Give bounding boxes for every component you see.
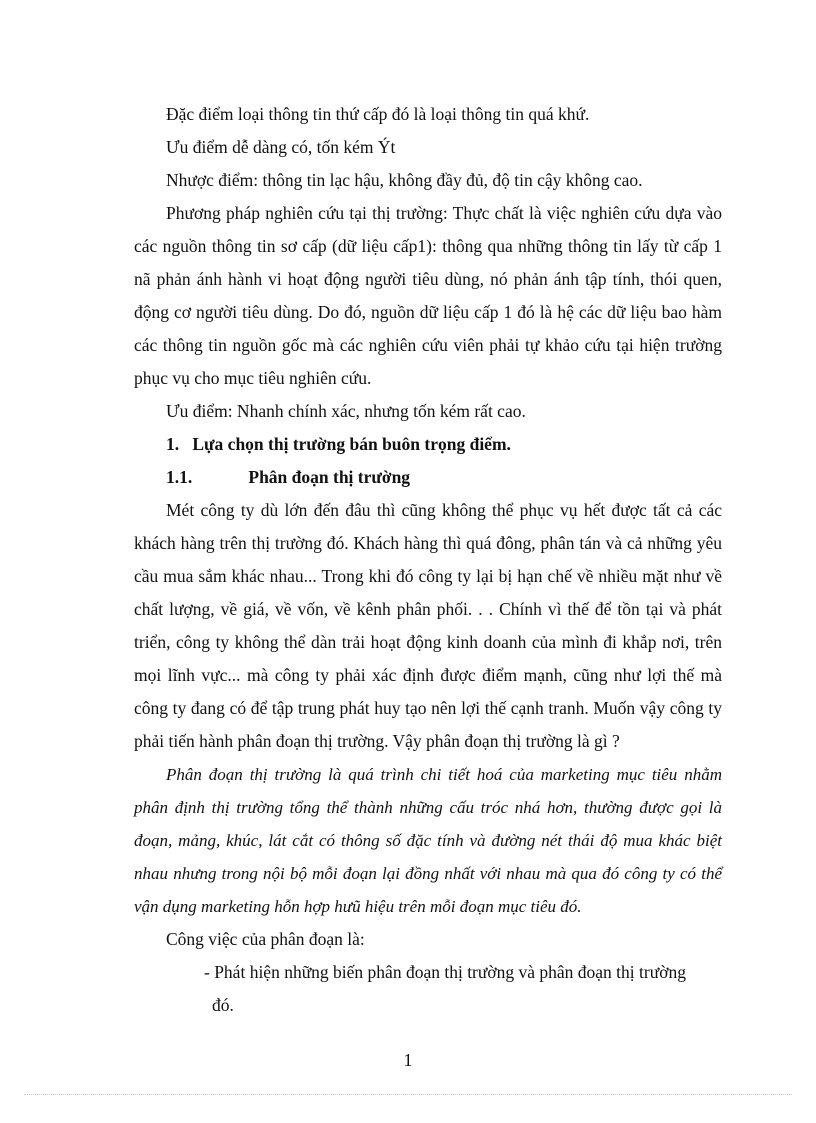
section-heading-1-1-text: Phân đoạn thị trường (248, 467, 411, 487)
section-heading-1-number: 1. (166, 434, 180, 454)
paragraph-segmentation-intro: Mét công ty dù lớn đến đâu thì cũng không thể phục vụ hết được tất cả các khách hàng trên thị trường đó. Khách hàng thì quá đông, phân tán và cả những yêu cầu mua sắm khác nhau... Trong khi đó công ty lại bị hạn chế về nhiều mặt như về chất lượng, về giá, về vốn, về kênh phân phối. . . Chính vì thế để tồn tại và phát triển, công ty không thể dàn trải hoạt động kinh doanh của mình đi khắp nơi, trên mọi lĩnh vực... mà công ty phải xác định được điểm mạnh, cũng như lợi thế mà công ty đang có để tập trung phát huy tạo nên lợi thế cạnh tranh. Muốn vậy công ty phải tiến hành phân đoạn thị trường. Vậy phân đoạn thị trường là gì ? (134, 500, 722, 751)
page-number: 1 (403, 1050, 413, 1070)
paragraph-field-research: Phương pháp nghiên cứu tại thị trường: Thực chất là việc nghiên cứu dựa vào các nguồn thông tin sơ cấp (dữ liệu cấp1): thông qua những thông tin lấy từ cấp 1 nã phản ánh hành vi hoạt động người tiêu dùng, nó phản ánh tập tính, thói quen, động cơ người tiêu dùng. Do đó, nguồn dữ liệu cấp 1 đó là hệ các dữ liệu bao hàm các thông tin nguồn gốc mà các nghiên cứu viên phải tự khảo cứu tại hiện trường phục vụ cho mục tiêu nghiên cứu. (134, 203, 722, 388)
footer-divider (24, 1094, 792, 1095)
list-item (134, 956, 722, 1022)
section-heading-1 (134, 428, 722, 461)
list-item-text: - Phát hiện những biến phân đoạn thị trường và phân đoạn thị trường (204, 962, 686, 982)
paragraph-work-intro: Công việc của phân đoạn là: (166, 929, 365, 949)
paragraph-secondary-info-trait: Đặc điểm loại thông tin thứ cấp đó là loại thông tin quá khứ. (166, 104, 590, 124)
section-heading-1-1-number: 1.1. (166, 467, 193, 487)
list-item-continuation: đó. (212, 995, 234, 1015)
paragraph-segmentation-definition: Phân đoạn thị trường là quá trình chi tiết hoá của marketing mục tiêu nhằm phân định thị trường tổng thể thành những cấu tróc nhá hơn, thường được gọi là đoạn, mảng, khúc, lát cắt có thông số đặc tính và đường nét thái độ mua khác biệt nhau nhưng trong nội bộ mỗi đoạn lại đồng nhất với nhau mà qua đó công ty có thể vận dụng marketing hỗn hợp hưũ hiệu trên mỗi đoạn mục tiêu đó. (134, 765, 722, 916)
document-page (134, 98, 722, 1022)
section-heading-1-text: Lựa chọn thị trường bán buôn trọng điểm. (192, 434, 511, 454)
paragraph-secondary-advantage: Ưu điểm dễ dàng có, tốn kém Ýt (166, 137, 396, 157)
paragraph-secondary-disadvantage: Nhược điểm: thông tin lạc hậu, không đầy đủ, độ tin cậy không cao. (166, 170, 643, 190)
paragraph-field-advantage: Ưu điểm: Nhanh chính xác, nhưng tốn kém rất cao. (166, 401, 526, 421)
section-heading-1-1 (134, 461, 722, 494)
